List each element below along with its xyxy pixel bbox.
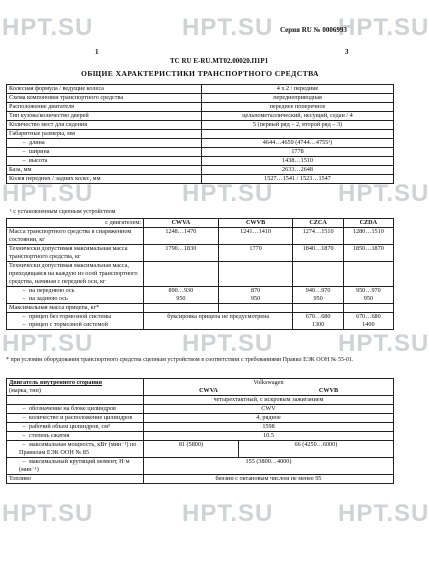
table-row: [7, 475, 394, 484]
engine-code: CWVB: [218, 219, 293, 228]
trailer-note: * при условии оборудования транспортного средства сцепным устройством в соответствии с требованиями Правил ЕЭК ООН № 55-01.: [6, 357, 354, 363]
header-label: с двигателем:: [7, 219, 144, 228]
watermark: HPT.SU: [338, 330, 429, 357]
cell: 66 (4250…6000): [238, 441, 393, 458]
cell: 1241…1410: [218, 228, 293, 245]
table-row: [7, 262, 394, 287]
table-row: [7, 130, 394, 139]
cell: 670…680 1400: [343, 313, 393, 330]
table-row: [7, 313, 394, 330]
row-label: Расположение двигателя: [7, 103, 202, 112]
cell: 890…930 950: [144, 287, 219, 304]
table-row: [7, 139, 394, 148]
row-label: – на переднюю ось – на заднюю ось: [7, 287, 144, 304]
row-label: База, мм: [7, 166, 202, 175]
row-value: цельнометаллический, несущий, седан / 4: [202, 112, 394, 121]
table-row: [7, 396, 394, 405]
table-row: [7, 228, 394, 245]
row-label: – количество и расположение цилиндров: [7, 414, 144, 423]
row-label: – ширина: [7, 148, 202, 157]
table-row: [7, 148, 394, 157]
row-value: переднее поперечное: [202, 103, 394, 112]
watermark: HPT.SU: [182, 330, 274, 357]
row-label: Масса транспортного средства в снаряженном состоянии, кг: [7, 228, 144, 245]
cell: 670…680 1300: [293, 313, 343, 330]
watermark: HPT.SU: [2, 180, 94, 207]
table-row: [7, 304, 394, 313]
table-row: [7, 414, 394, 423]
table-row: [7, 121, 394, 130]
row-value: 4 х 2 / передние: [202, 85, 394, 94]
cell: 10.5: [144, 432, 394, 441]
row-label: Колесная формула / ведущие колеса: [7, 85, 202, 94]
row-label: Количество мест для сидения: [7, 121, 202, 130]
cell: четырехтактный, с искровым зажиганием: [144, 396, 394, 405]
row-value: 5 (первый ряд – 2, второй ряд – 3): [202, 121, 394, 130]
engine-code: CZDA: [343, 219, 393, 228]
watermark: HPT.SU: [338, 180, 429, 207]
row-label: – рабочий объем цилиндров, см³: [7, 423, 144, 432]
mass-table: [6, 218, 394, 330]
table-row: [7, 245, 394, 262]
row-label: – максимальная мощность, кВт (мин⁻¹) по Правилам ЕЭК ООН № 85: [7, 441, 144, 458]
cell: 1790…1830: [144, 245, 219, 262]
engine-code: CWVA: [144, 219, 219, 228]
engine-code: CZCA: [293, 219, 343, 228]
row-label: Технически допустимая максимальная масса, приходящаяся на каждую из осей транспортного средства, начиная с передней оси, кг: [7, 262, 144, 287]
table-row: [7, 103, 394, 112]
engine-table: [6, 378, 394, 484]
cell: 1840…1870: [293, 245, 343, 262]
serial-number: Серия RU № 0006993: [280, 26, 347, 34]
watermark: HPT.SU: [338, 500, 429, 527]
row-value: 2633…2648: [202, 166, 394, 175]
table-row: [7, 166, 394, 175]
table-row: [7, 85, 394, 94]
watermark: HPT.SU: [338, 14, 429, 41]
table-row: [7, 441, 394, 458]
cell: Volkswagen CWVA CWVB: [144, 379, 394, 396]
page-title: ОБЩИЕ ХАРАКТЕРИСТИКИ ТРАНСПОРТНОГО СРЕДСТВА: [81, 69, 319, 78]
row-label: Технически допустимая максимальная масса транспортного средства, кг: [7, 245, 144, 262]
cell: бензин с октановым числом не менее 95: [144, 475, 394, 484]
page-number-left: 1: [95, 48, 99, 56]
row-label: Схема компоновки транспортного средства: [7, 94, 202, 103]
table-row: [7, 423, 394, 432]
cell: 1598: [144, 423, 394, 432]
cell: 940…970 950: [293, 287, 343, 304]
row-label: Двигатель внутреннего сгорания (марка, тип): [7, 379, 144, 396]
table-row: [7, 287, 394, 304]
row-label: – максимальный крутящий момент, Н·м (мин⁻¹): [7, 458, 144, 475]
cell: 155 (3800…4000): [144, 458, 394, 475]
row-label: Габаритные размеры, мм: [7, 130, 202, 139]
document-code: TC RU E-RU.MT02.00020.П1Р1: [170, 57, 269, 65]
row-label: – прицеп без тормозной системы – прицеп с тормозной системой: [7, 313, 144, 330]
watermark: HPT.SU: [182, 14, 274, 41]
watermark: HPT.SU: [182, 500, 274, 527]
cell: CWV: [144, 405, 394, 414]
cell: 1248…1470: [144, 228, 219, 245]
cell: 950…970 950: [343, 287, 393, 304]
row-label: Колея передних / задних колес, мм: [7, 175, 202, 184]
footnote: ¹ с установленным сцепным устройством: [10, 209, 116, 215]
row-value: 1778: [202, 148, 394, 157]
row-label: – высота: [7, 157, 202, 166]
table-row: [7, 405, 394, 414]
row-value: 1438…1510: [202, 157, 394, 166]
general-table: [6, 84, 394, 184]
cell: 1274…1510: [293, 228, 343, 245]
table-row: [7, 379, 394, 396]
table-row: [7, 432, 394, 441]
cell: 1280…1510: [343, 228, 393, 245]
row-value: переднеприводная: [202, 94, 394, 103]
row-value: 1527…1541 / 1523…1547: [202, 175, 394, 184]
row-label: Тип кузова/количество дверей: [7, 112, 202, 121]
row-label: – длина: [7, 139, 202, 148]
table-row: [7, 157, 394, 166]
cell: 1770: [218, 245, 293, 262]
row-label: – обозначение на блоке цилиндров: [7, 405, 144, 414]
table-row: [7, 458, 394, 475]
watermark: HPT.SU: [2, 14, 94, 41]
row-label: Топливо: [7, 475, 144, 484]
page-number-right: 3: [345, 48, 349, 56]
row-value: 4644…4659 (4744…4755¹): [202, 139, 394, 148]
row-value: [202, 130, 394, 139]
row-label: – степень сжатия: [7, 432, 144, 441]
watermark: HPT.SU: [182, 180, 274, 207]
cell: 870 950: [218, 287, 293, 304]
table-row: [7, 112, 394, 121]
watermark: HPT.SU: [2, 330, 94, 357]
row-label: Максимальная масса прицепа, кг*: [7, 304, 144, 313]
table-row: [7, 175, 394, 184]
cell: 1850…1870: [343, 245, 393, 262]
cell: 81 (5800): [144, 441, 239, 458]
table-header-row: [7, 219, 394, 228]
table-row: [7, 94, 394, 103]
cell: 4, рядное: [144, 414, 394, 423]
merged-cell: буксировка прицепа не предусмотрена: [144, 313, 293, 330]
watermark: HPT.SU: [2, 500, 94, 527]
